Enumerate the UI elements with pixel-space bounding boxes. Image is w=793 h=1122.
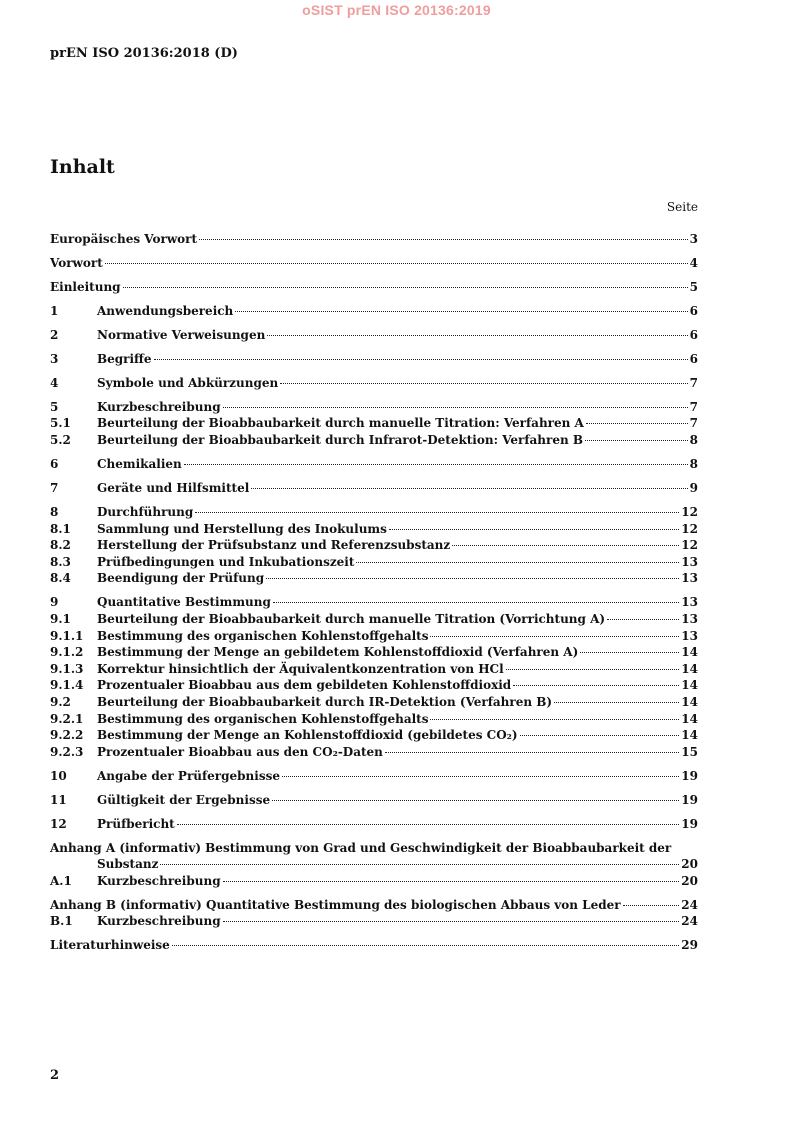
toc-leader-dots [607,619,679,620]
toc-leader-dots [513,685,679,686]
toc-entry[interactable] [50,873,698,890]
toc-leader-dots [105,263,688,264]
toc-entry[interactable] [50,594,698,611]
toc-entry-title: Kurzbeschreibung [97,399,221,414]
toc-entry-title: Bestimmung des organischen Kohlenstoffgehalts [97,628,429,643]
toc-entry-number: B.1 [50,914,73,929]
toc-entry-title: Chemikalien [97,457,182,472]
toc-entry-title: Bestimmung der Menge an Kohlenstoffdioxid (gebildetes CO₂) [97,728,518,743]
toc-entry-number: 3 [50,351,59,366]
toc-entry-title: Beurteilung der Bioabbaubarkeit durch manuelle Titration: Verfahren A [97,416,584,431]
toc-leader-dots [389,529,679,530]
table-of-contents [50,231,698,961]
toc-group [50,279,698,296]
toc-entry[interactable] [50,279,698,296]
toc-group [50,792,698,809]
toc-entry-title: Literaturhinweise [50,938,170,953]
toc-entry-page: 20 [681,873,698,888]
toc-entry-number: 5 [50,399,59,414]
toc-entry-title: Beendigung der Prüfung [97,571,265,586]
toc-entry-number: 1 [50,303,59,318]
toc-entry-page: 9 [689,481,698,496]
toc-leader-dots [452,545,679,546]
toc-entry-number: 9.1.2 [50,645,84,660]
toc-leader-dots [177,824,680,825]
toc-entry-title: Angabe der Prüfergebnisse [97,768,280,783]
toc-entry[interactable] [50,303,698,320]
toc-entry-title: Herstellung der Prüfsubstanz und Referenzsubstanz [97,538,451,553]
toc-leader-dots [195,512,679,513]
toc-group [50,351,698,368]
page-number: 2 [50,1068,60,1083]
toc-entry-title: Quantitative Bestimmung [97,595,271,610]
toc-entry-number: 11 [50,792,67,807]
toc-entry[interactable] [50,456,698,473]
toc-group [50,375,698,392]
toc-entry[interactable] [50,399,698,416]
toc-entry[interactable] [50,628,698,645]
toc-entry[interactable] [50,856,698,873]
toc-entry[interactable] [50,231,698,248]
toc-leader-dots [266,578,679,579]
toc-entry-number: 9.2 [50,694,71,709]
toc-entry-page: 7 [689,416,698,431]
toc-entry[interactable] [50,694,698,711]
toc-group [50,456,698,473]
toc-entry-number: 7 [50,481,59,496]
toc-leader-dots [235,311,687,312]
toc-entry-page: 7 [689,399,698,414]
toc-group [50,937,698,954]
toc-entry-page: 15 [681,744,698,759]
toc-entry-number: 5.2 [50,433,71,448]
toc-entry-number: 8.3 [50,554,71,569]
toc-leader-dots [223,881,680,882]
toc-entry-number: 9.1.4 [50,678,84,693]
toc-entry-page: 13 [681,628,698,643]
toc-entry-title: Europäisches Vorwort [50,232,198,246]
toc-entry-number: 10 [50,768,67,783]
toc-entry[interactable] [50,913,698,930]
toc-entry-title: Anwendungsbereich [97,303,234,318]
toc-entry-number: A.1 [50,873,72,888]
toc-leader-dots [273,602,679,603]
toc-entry-number: 12 [50,816,67,831]
toc-entry-title: Beurteilung der Bioabbaubarkeit durch manuelle Titration (Vorrichtung A) [97,611,606,626]
toc-entry-page: 29 [681,938,698,953]
toc-entry[interactable] [50,611,698,628]
toc-entry-page: 14 [681,711,698,726]
toc-leader-dots [223,921,680,922]
toc-leader-dots [385,752,679,753]
toc-entry-page: 20 [681,857,698,872]
toc-entry[interactable] [50,537,698,554]
toc-leader-dots [123,287,688,288]
toc-entry-title: Begriffe [97,351,152,366]
toc-entry[interactable] [50,768,698,785]
toc-entry-page: 13 [681,595,698,610]
toc-entry-page: 6 [689,303,698,318]
toc-entry-number: 4 [50,375,59,390]
toc-entry[interactable] [50,727,698,744]
toc-entry[interactable] [50,521,698,538]
toc-entry-title: Durchführung [97,505,194,520]
toc-entry[interactable] [50,480,698,497]
toc-entry-page: 12 [681,521,698,536]
toc-entry[interactable] [50,711,698,728]
toc-entry-number: 2 [50,327,59,342]
toc-entry-page: 6 [689,327,698,342]
toc-entry-number: 6 [50,457,59,472]
toc-entry-title: Substanz [97,857,159,872]
toc-group [50,327,698,344]
toc-leader-dots [356,562,679,563]
toc-entry-number: 8.1 [50,521,71,536]
toc-group [50,399,698,449]
toc-entry-page: 14 [681,678,698,693]
toc-group [50,303,698,320]
toc-entry-number: 9.2.1 [50,711,84,726]
toc-entry-title: Gültigkeit der Ergebnisse [97,792,271,807]
toc-annex-a-heading[interactable]: Anhang A (informativ) Bestimmung von Grad und Geschwindigkeit der Bioabbaubarkeit der [50,840,672,855]
toc-leader-dots [184,464,688,465]
toc-leader-dots [223,407,688,408]
toc-entry-page: 24 [681,914,698,929]
toc-entry-page: 4 [689,255,698,270]
toc-entry-page: 19 [681,816,698,831]
toc-entry-title: Bestimmung des organischen Kohlenstoffgehalts [97,711,429,726]
toc-entry[interactable] [50,897,698,914]
page-column-label: Seite [666,200,698,214]
toc-leader-dots [172,945,680,946]
toc-leader-dots [506,669,680,670]
toc-entry-number: 9.1 [50,611,71,626]
toc-entry-title: Prüfbedingungen und Inkubationszeit [97,554,355,569]
toc-entry-title: Kurzbeschreibung [97,914,221,929]
toc-entry-page: 5 [689,279,698,294]
toc-entry-page: 12 [681,505,698,520]
toc-entry-title: Sammlung und Herstellung des Inokulums [97,521,387,536]
toc-group [50,480,698,497]
toc-leader-dots [586,423,688,424]
toc-leader-dots [520,735,680,736]
toc-entry-page: 19 [681,792,698,807]
toc-entry-number: 8.2 [50,538,71,553]
toc-entry[interactable] [50,570,698,587]
toc-entry-title: Prozentualer Bioabbau aus dem gebildeten Kohlenstoffdioxid [97,678,512,693]
toc-entry[interactable] [50,327,698,344]
toc-group [50,504,698,587]
toc-annex-a [50,840,698,890]
toc-leader-dots [585,440,688,441]
toc-entry[interactable] [50,661,698,678]
toc-entry-number: 9 [50,595,59,610]
toc-entry-page: 14 [681,645,698,660]
toc-entry-title: Symbole und Abkürzungen [97,375,279,390]
toc-entry[interactable] [50,415,698,432]
toc-entry-page: 14 [681,661,698,676]
toc-entry-title: Normative Verweisungen [97,327,266,342]
toc-entry-title: Einleitung [50,279,121,294]
toc-entry-page: 14 [681,694,698,709]
document-id: prEN ISO 20136:2018 (D) [50,46,238,61]
toc-entry-title: Prozentualer Bioabbau aus den CO₂-Daten [97,744,383,759]
toc-leader-dots [430,719,679,720]
toc-entry[interactable] [50,504,698,521]
toc-entry-title: Vorwort [50,255,103,270]
page-title: Inhalt [50,156,115,178]
toc-entry[interactable] [50,792,698,809]
toc-group [50,594,698,760]
toc-entry-title: Kurzbeschreibung [97,873,221,888]
toc-entry-page: 7 [689,375,698,390]
toc-entry-number: 8.4 [50,571,71,586]
toc-group [50,816,698,833]
toc-entry-number: 9.1.3 [50,661,84,676]
toc-entry[interactable] [50,937,698,954]
toc-group [50,255,698,272]
toc-leader-dots [554,702,679,703]
toc-leader-dots [623,905,680,906]
toc-entry-page: 13 [681,611,698,626]
toc-entry[interactable] [50,744,698,761]
toc-entry-page: 24 [681,897,698,912]
toc-leader-dots [282,776,679,777]
toc-leader-dots [154,359,688,360]
toc-entry-title: Prüfbericht [97,816,175,831]
toc-group [50,897,698,930]
toc-entry[interactable] [50,255,698,272]
toc-entry[interactable] [50,644,698,661]
toc-leader-dots [267,335,687,336]
toc-leader-dots [580,652,679,653]
toc-group [50,231,698,248]
toc-entry-page: 8 [689,433,698,448]
toc-entry-title: Korrektur hinsichtlich der Äquivalentkonzentration von HCl [97,661,504,676]
toc-entry-page: 19 [681,768,698,783]
toc-leader-dots [280,383,687,384]
toc-entry[interactable] [50,816,698,833]
toc-entry-title: Bestimmung der Menge an gebildetem Kohlenstoffdioxid (Verfahren A) [97,645,579,660]
toc-entry-page: 13 [681,571,698,586]
toc-entry[interactable] [50,351,698,368]
toc-leader-dots [199,239,688,240]
toc-entry-page: 13 [681,554,698,569]
toc-entry-number: 8 [50,505,59,520]
toc-leader-dots [430,636,679,637]
toc-entry-page: 8 [689,457,698,472]
toc-entry-number: 9.2.2 [50,728,84,743]
toc-entry-title: Geräte und Hilfsmittel [97,481,250,496]
toc-group [50,768,698,785]
toc-entry-page: 14 [681,728,698,743]
toc-entry-title: Beurteilung der Bioabbaubarkeit durch Infrarot-Detektion: Verfahren B [97,433,584,448]
toc-entry-page: 3 [689,232,698,246]
toc-leader-dots [272,800,679,801]
toc-entry[interactable] [50,677,698,694]
toc-leader-dots [251,488,687,489]
toc-entry-number: 9.1.1 [50,628,84,643]
toc-entry-page: 12 [681,538,698,553]
toc-entry-title: Beurteilung der Bioabbaubarkeit durch IR-Detektion (Verfahren B) [97,694,553,709]
toc-entry-page: 6 [689,351,698,366]
toc-entry[interactable] [50,554,698,571]
toc-entry[interactable] [50,375,698,392]
toc-entry-number: 5.1 [50,416,71,431]
toc-entry-number: 9.2.3 [50,744,84,759]
watermark: oSIST prEN ISO 20136:2019 [302,2,491,18]
toc-entry-title: Anhang B (informativ) Quantitative Bestimmung des biologischen Abbaus von Leder [50,897,621,912]
toc-entry[interactable] [50,432,698,449]
toc-leader-dots [160,864,679,865]
